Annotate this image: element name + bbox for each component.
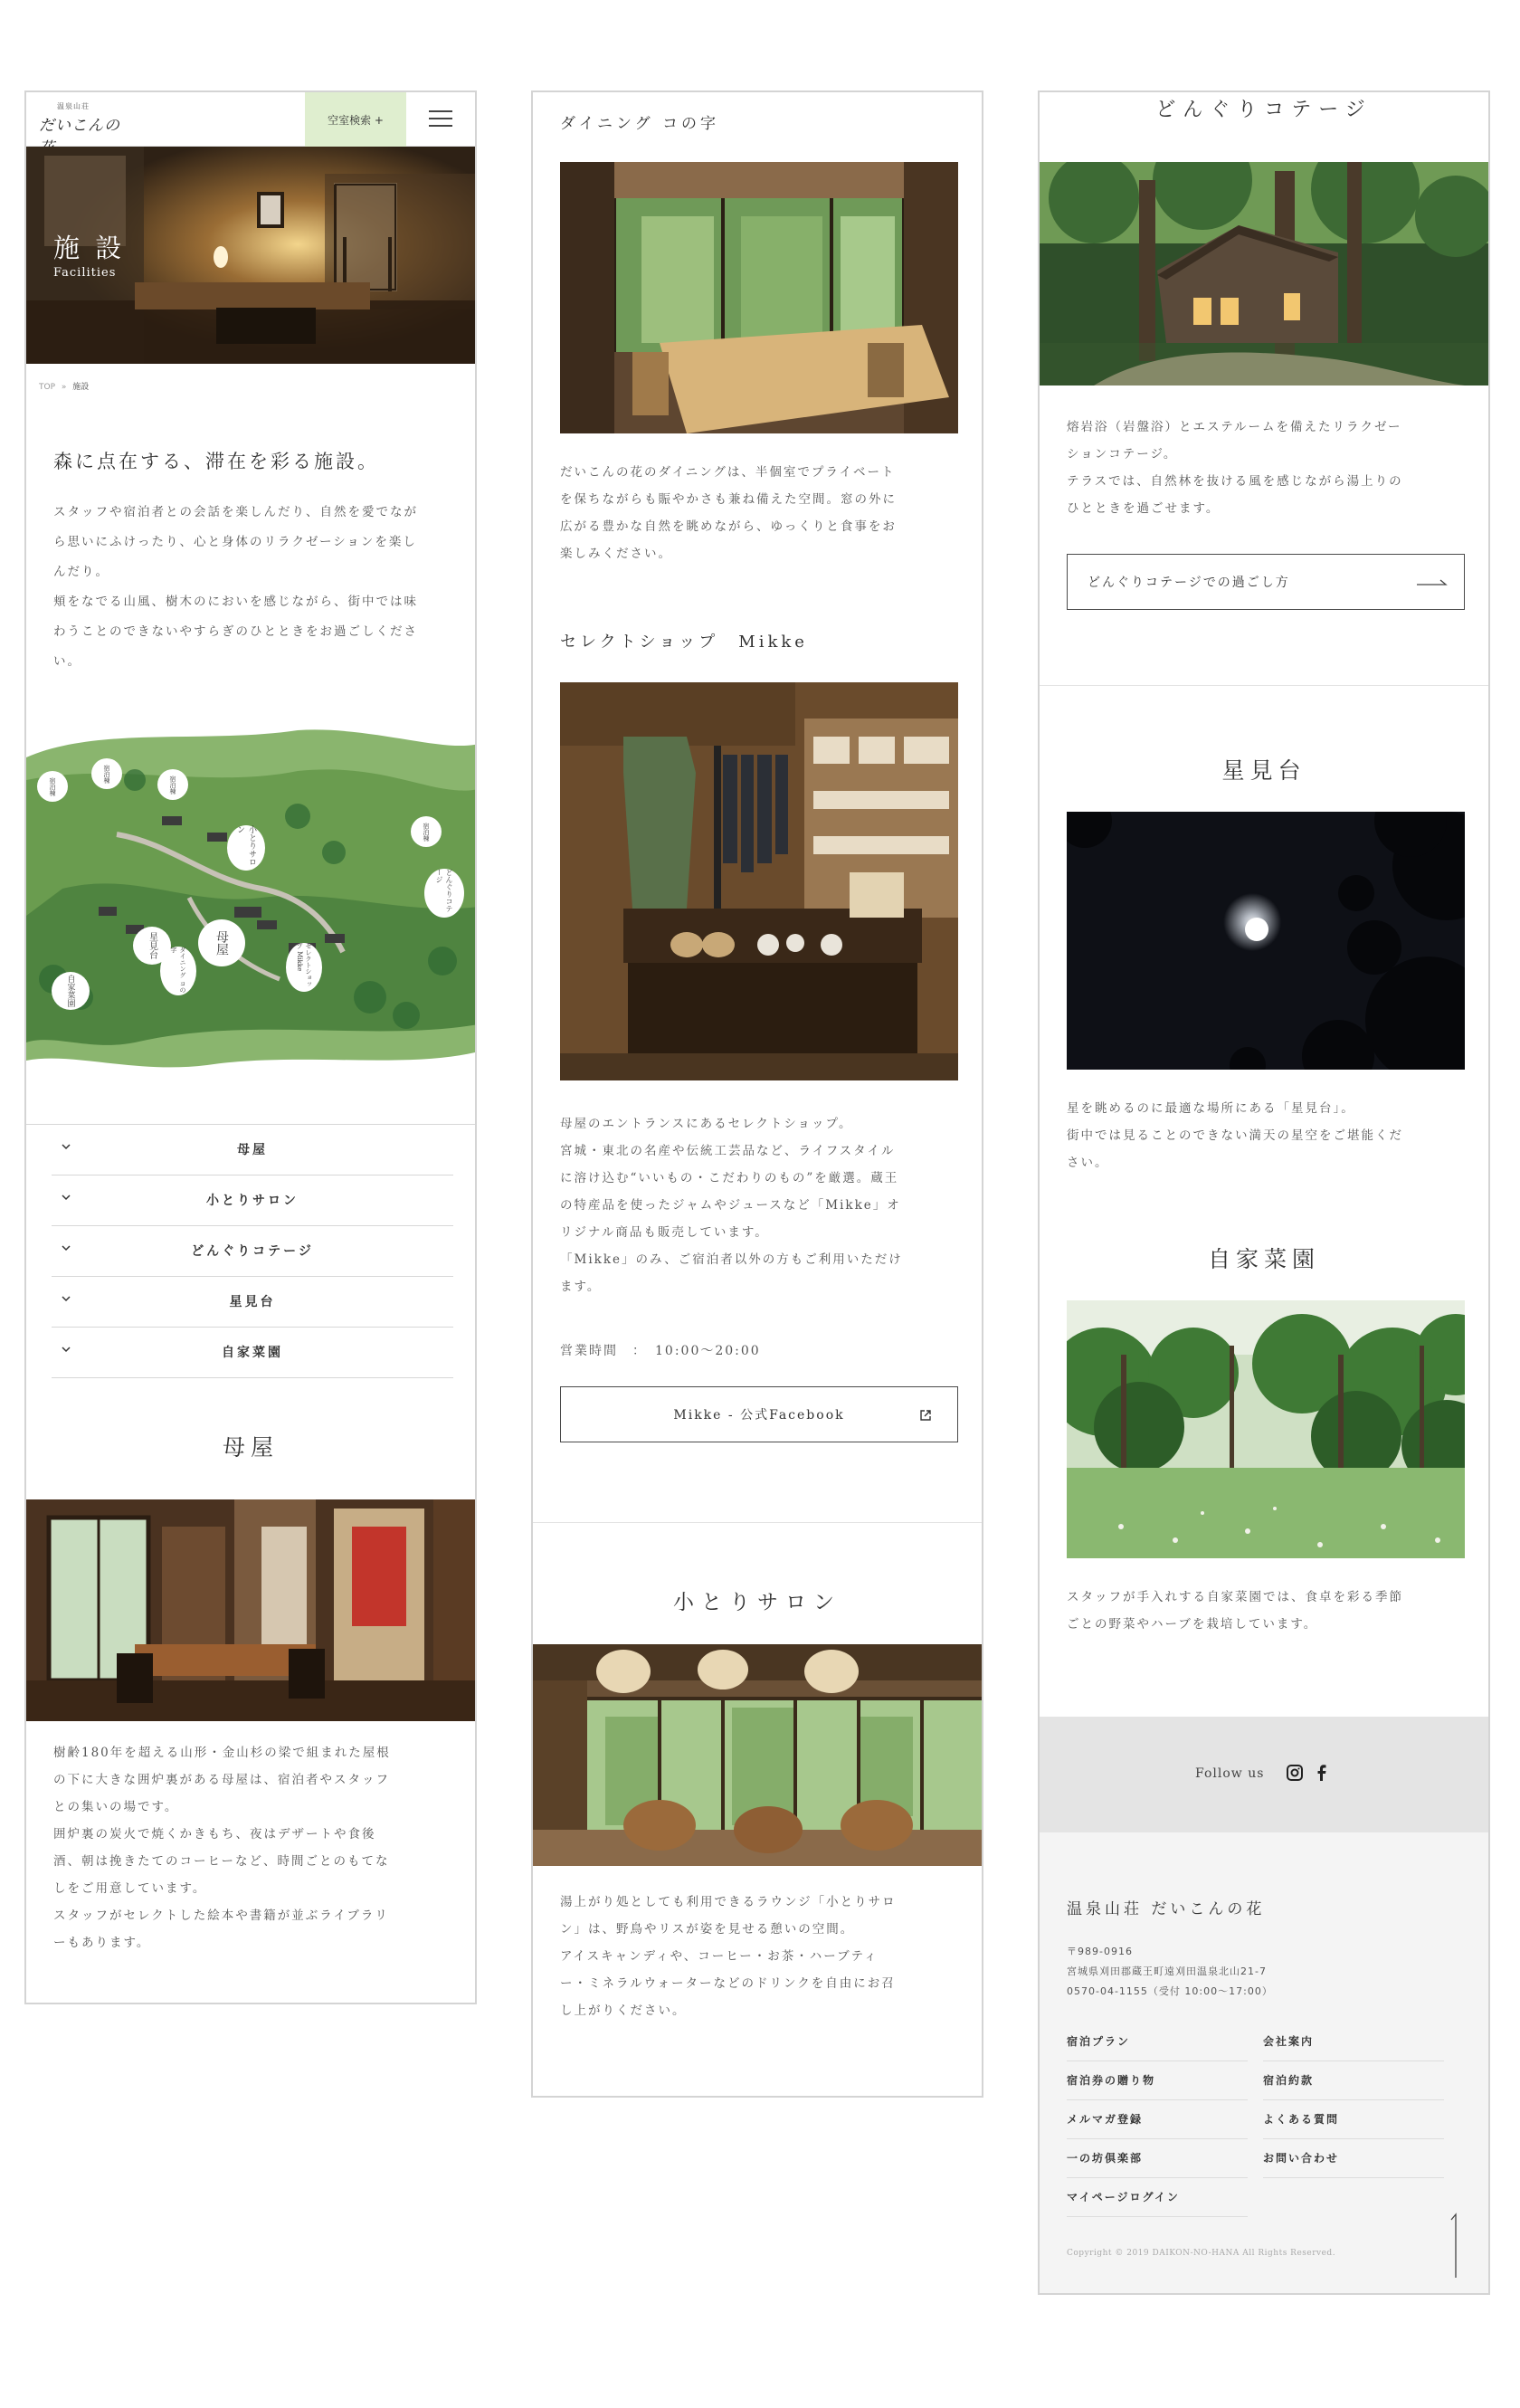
intro-heading: 森に点在する、滞在を彩る施設。	[53, 451, 379, 472]
logo-main-text: だいこんの	[39, 117, 120, 135]
shop-text	[560, 1110, 958, 1300]
footer-zip: 〒989-0916	[1067, 1946, 1133, 1957]
section-title-salon: 小とりサロン	[673, 1591, 841, 1614]
salon-line: アイスキャンディや、コーヒー・お茶・ハーブティ	[560, 1949, 879, 1964]
facility-accordion	[26, 1124, 477, 1386]
hamburger-menu-icon[interactable]	[429, 110, 452, 128]
map-label-garden[interactable]	[52, 972, 90, 1010]
map-label-omoya[interactable]	[198, 919, 245, 966]
breadcrumb	[39, 380, 89, 392]
star-text	[1067, 1095, 1465, 1176]
star-image	[1067, 812, 1465, 1070]
facility-map	[26, 726, 477, 1070]
omoya-text	[53, 1739, 461, 1956]
dining-line: 楽しみください。	[560, 547, 672, 561]
omoya-line: 樹齢180年を超える山形・金山杉の梁で組まれた屋根	[53, 1746, 391, 1760]
intro-line: 頬をなでる山風、樹木のにおいを感じながら、街中では味	[53, 595, 418, 609]
shop-line: 母屋のエントランスにあるセレクトショップ。	[560, 1117, 853, 1131]
section-divider	[1040, 685, 1490, 686]
salon-text	[560, 1889, 958, 2024]
star-line: 星を眺めるのに最適な場所にある「星見台」。	[1067, 1101, 1355, 1116]
salon-line: 湯上がり処としても利用できるラウンジ「小とりサロ	[560, 1895, 897, 1909]
omoya-image	[26, 1499, 477, 1721]
footer-link-faq[interactable]: よくある質問	[1263, 2111, 1444, 2139]
section-title-omoya: 母屋	[222, 1434, 279, 1461]
salon-line: ー・ミネラルウォーターなどのドリンクを自由にお召	[560, 1976, 896, 1991]
instagram-icon[interactable]	[1286, 1764, 1304, 1782]
vacancy-search-label: 空室検索 +	[328, 113, 384, 127]
cottage-text	[1067, 414, 1465, 522]
arrow-right-icon	[1417, 578, 1448, 587]
follow-bar	[1040, 1717, 1490, 1832]
section-divider	[533, 1522, 983, 1523]
page-subtitle: Facilities	[53, 266, 117, 280]
back-to-top-arrow-icon[interactable]	[1450, 2213, 1461, 2278]
garden-text	[1067, 1584, 1465, 1638]
map-label-text: 宿泊棟	[423, 822, 430, 842]
logo[interactable]	[39, 101, 129, 138]
intro-line: わうことのできないやすらぎのひとときをお過ごしくださ	[53, 624, 418, 639]
footer-link-plan[interactable]: 宿泊プラン	[1067, 2033, 1248, 2061]
section-title-garden: 自家菜園	[1207, 1246, 1320, 1272]
breadcrumb-top-link[interactable]: TOP	[39, 383, 56, 392]
breadcrumb-separator: »	[61, 383, 67, 392]
map-label-dining[interactable]	[160, 947, 196, 995]
dining-line: を保ちながらも賑やかさも兼ね備えた空間。窓の外に	[560, 492, 897, 507]
map-label-text: 小とりサロン	[235, 825, 256, 866]
intro-line: んだり。	[53, 565, 109, 579]
shop-image	[560, 682, 958, 1080]
map-label-text: セレクトショップ Mikke	[296, 943, 312, 987]
cottage-line: ひとときを過ごせます。	[1067, 501, 1221, 516]
dining-image	[560, 162, 958, 433]
omoya-line: 囲炉裏の炭火で焼くかきもち、夜はデザートや食後	[53, 1827, 376, 1842]
omoya-line: との集いの場です。	[53, 1800, 179, 1814]
shop-line: ます。	[560, 1280, 602, 1294]
accordion-item-omoya[interactable]	[52, 1125, 453, 1175]
shop-hours: 営業時間 ： 10:00〜20:00	[560, 1344, 761, 1358]
mikke-facebook-label: Mikke - 公式Facebook	[673, 1408, 845, 1423]
map-label-lodge[interactable]	[91, 758, 122, 789]
shop-line: に溶け込む“いいもの・こだわりのもの”を厳選。蔵王	[560, 1171, 899, 1185]
map-label-cottage[interactable]	[424, 869, 464, 918]
omoya-line: ーもあります。	[53, 1936, 151, 1950]
follow-label: Follow us	[1195, 1766, 1265, 1781]
footer-copyright: Copyright © 2019 DAIKON-NO-HANA All Rights Reserved.	[1067, 2249, 1336, 2258]
vacancy-search-button[interactable]	[305, 92, 406, 147]
footer-address: 宮城県刈田郡蔵王町遠刈田温泉北山21-7	[1067, 1965, 1267, 1977]
omoya-line: しをご用意しています。	[53, 1881, 207, 1896]
accordion-item-cottage[interactable]	[52, 1226, 453, 1277]
garden-line: スタッフが手入れする自家菜園では、食卓を彩る季節	[1067, 1590, 1403, 1604]
salon-line: ン」は、野鳥やリスが姿を見せる憩いの空間。	[560, 1922, 855, 1937]
accordion-label: 自家菜園	[222, 1346, 283, 1360]
star-line: さい。	[1067, 1156, 1109, 1170]
map-label-text: 星見台	[147, 932, 157, 959]
map-label-text: ダイニング コの字	[170, 947, 186, 994]
site-header	[26, 92, 477, 147]
footer-tel: 0570-04-1155（受付 10:00〜17:00）	[1067, 1985, 1273, 1997]
hero-image	[26, 147, 477, 364]
accordion-item-salon[interactable]	[52, 1175, 453, 1226]
phone-screen-2	[531, 90, 983, 2098]
section-title-shop: セレクトショップ Mikke	[560, 633, 808, 652]
omoya-line: 酒、朝は挽きたてのコーヒーなど、時間ごとのもてな	[53, 1854, 390, 1869]
logo-small-text: 温泉山荘	[57, 102, 90, 110]
map-label-lodge[interactable]	[37, 771, 68, 802]
map-label-mikke[interactable]	[286, 943, 322, 992]
footer-site-name: 温泉山荘 だいこんの花	[1067, 1900, 1266, 1918]
cottage-line: 熔岩浴（岩盤浴）とエステルームを備えたリラクゼー	[1067, 420, 1402, 434]
shop-line: リジナル商品も販売しています。	[560, 1225, 769, 1240]
map-label-text: 自家菜園	[65, 975, 75, 1007]
accordion-label: どんぐりコテージ	[191, 1244, 314, 1259]
shop-line: 宮城・東北の名産や伝統工芸品など、ライフスタイル	[560, 1144, 896, 1158]
footer-link-gift[interactable]: 宿泊券の贈り物	[1067, 2072, 1248, 2100]
phone-screen-1	[24, 90, 477, 2004]
facebook-icon[interactable]	[1313, 1764, 1331, 1782]
map-label-text: 宿泊棟	[49, 776, 56, 796]
salon-line: し上がりください。	[560, 2003, 687, 2018]
cottage-image	[1040, 162, 1490, 385]
breadcrumb-current: 施設	[72, 383, 90, 392]
intro-text	[53, 498, 461, 677]
map-label-text: 宿泊棟	[169, 775, 176, 795]
map-label-text: どんぐりコテージ	[435, 869, 453, 912]
omoya-line: スタッフがセレクトした絵本や書籍が並ぶライブラリ	[53, 1908, 389, 1923]
accordion-label: 母屋	[237, 1143, 268, 1157]
omoya-line: の下に大きな囲炉裏がある母屋は、宿泊者やスタッフ	[53, 1773, 390, 1787]
map-label-lodge[interactable]	[157, 769, 188, 800]
phone-screen-3	[1038, 90, 1490, 2295]
cottage-line: ションコテージ。	[1067, 447, 1178, 462]
section-title-dining: ダイニング コの字	[560, 115, 720, 133]
shop-line: 「Mikke」のみ、ご宿泊者以外の方もご利用いただけ	[560, 1252, 903, 1267]
star-line: 街中では見ることのできない満天の星空をご堪能くだ	[1067, 1128, 1403, 1143]
garden-line: ごとの野菜やハーブを栽培しています。	[1067, 1617, 1318, 1632]
map-label-lodge[interactable]	[411, 816, 442, 847]
intro-line: ら思いにふけったり、心と身体のリラクゼーションを楽し	[53, 535, 417, 549]
dining-line: だいこんの花のダイニングは、半個室でプライベート	[560, 465, 896, 480]
cottage-line: テラスでは、自然林を抜ける風を感じながら湯上りの	[1067, 474, 1403, 489]
section-title-cottage: どんぐりコテージ	[1155, 99, 1373, 121]
section-title-star: 星見台	[1221, 757, 1306, 784]
accordion-label: 星見台	[229, 1295, 276, 1309]
footer-link-company[interactable]: 会社案内	[1263, 2033, 1444, 2061]
shop-line: の特産品を使ったジャムやジュースなど「Mikke」オ	[560, 1198, 901, 1213]
map-label-salon[interactable]	[227, 825, 265, 871]
footer-link-terms[interactable]: 宿泊約款	[1263, 2072, 1444, 2100]
salon-image	[533, 1644, 983, 1866]
intro-line: スタッフや宿泊者との会話を楽しんだり、自然を愛でなが	[53, 505, 418, 519]
site-footer	[1040, 1832, 1490, 2295]
external-link-icon	[919, 1409, 932, 1422]
footer-link-club[interactable]: 一の坊倶楽部	[1067, 2150, 1248, 2178]
mikke-facebook-button[interactable]	[560, 1386, 958, 1442]
footer-link-contact[interactable]: お問い合わせ	[1263, 2150, 1444, 2178]
accordion-label: 小とりサロン	[206, 1194, 299, 1208]
garden-image	[1067, 1300, 1465, 1558]
cottage-guide-label: どんぐりコテージでの過ごし方	[1088, 576, 1290, 590]
footer-link-mypage[interactable]: マイページログイン	[1067, 2189, 1248, 2217]
accordion-item-garden[interactable]	[52, 1328, 453, 1378]
dining-text	[560, 459, 958, 567]
page-title: 施 設	[53, 233, 126, 263]
map-label-text: 母屋	[214, 930, 229, 956]
intro-line: い。	[53, 654, 81, 669]
footer-link-newsletter[interactable]: メルマガ登録	[1067, 2111, 1248, 2139]
map-label-text: 宿泊棟	[103, 764, 110, 784]
accordion-item-hoshimidai[interactable]	[52, 1277, 453, 1328]
dining-line: 広がる豊かな自然を眺めながら、ゆっくりと食事をお	[560, 519, 897, 534]
cottage-guide-button[interactable]	[1067, 554, 1465, 610]
